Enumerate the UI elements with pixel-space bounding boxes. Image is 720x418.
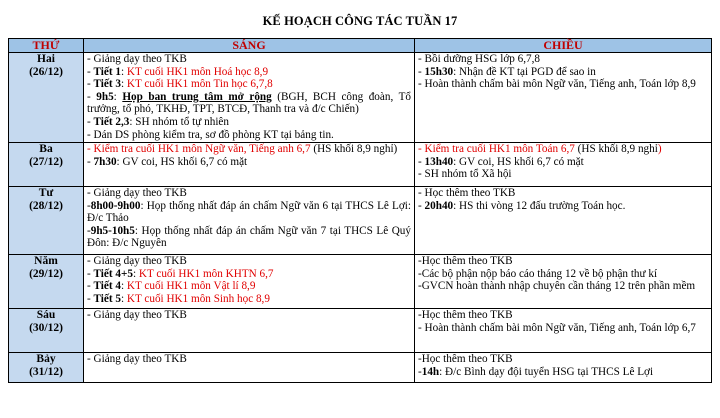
morning-line (87, 200, 411, 225)
day-name: Hai (37, 53, 55, 65)
day-date: (30/12) (29, 322, 63, 334)
text-bold: 9h5-10h5 (90, 224, 135, 237)
schedule-body (9, 53, 712, 383)
text-rest: : Đ/c Bình dạy đội tuyển HSG tại THCS Lê Lợi (439, 365, 654, 378)
text-text: -GVCN hoàn thành nhập chuyên cần tháng 12 trên phần mềm (418, 280, 696, 293)
morning-line (87, 91, 411, 116)
text-text: - Học thêm theo TKB (418, 187, 516, 199)
text-sep: : (120, 292, 127, 305)
text-text: - Bồi dưỡng HSG lớp 6,7,8 (418, 53, 541, 65)
text-rest: : Họp thống nhất đáp án chấm Ngữ văn 7 tại THCS Lê Quý Đôn: Đ/c Nguyên (87, 224, 411, 250)
text-pre: - (418, 155, 425, 168)
text-text: - Giảng dạy theo TKB (87, 187, 187, 199)
day-cell (9, 143, 84, 187)
morning-line (87, 225, 411, 250)
afternoon-line (418, 200, 708, 213)
text-pre: - (418, 65, 425, 78)
afternoon-line (418, 168, 708, 181)
text-bold: Tiết 5 (93, 292, 121, 305)
text-rest: (BGH, BCH công đoàn, Tổ trưởng, tổ phó, TKHĐ, TPT, BTCĐ, Thanh tra và đ/c Chiến) (87, 90, 412, 116)
text-bold: 20h40 (424, 199, 454, 212)
day-date: (26/12) (29, 66, 63, 78)
day-name: Tư (38, 187, 54, 199)
afternoon-line (418, 309, 708, 322)
text-rest: (HS khối 8,9 nghỉ) (310, 143, 398, 155)
text-sep: : (120, 78, 127, 91)
text-text: - Giảng dạy theo TKB (87, 255, 187, 267)
text-bold: 15h30 (424, 65, 454, 78)
text-text: - Hoàn thành chấm bài môn Ngữ văn, Tiếng anh, Toán lớp 8,9 (418, 78, 696, 91)
text-red: KT cuối HK1 môn KHTN 6,7 (138, 267, 274, 280)
text-bold: 13h40 (424, 155, 454, 168)
text-text: - Giảng dạy theo TKB (87, 353, 187, 365)
afternoon-cell (415, 309, 712, 353)
text-bold: Tiết 3 (93, 78, 121, 91)
schedule-row (9, 143, 712, 187)
text-bold: Tiết 4+5 (93, 267, 133, 280)
afternoon-cell (415, 255, 712, 309)
text-text: - Hoàn thành chấm bài môn Ngữ văn, Tiếng anh, Toán lớp 6,7 (418, 321, 696, 334)
schedule-row (9, 187, 712, 255)
day-cell (9, 309, 84, 353)
text-bold: 9h5 (96, 90, 114, 103)
text-pre: - (87, 292, 94, 305)
text-rest: : Nhận đề KT tại PGD để sao in (453, 65, 596, 78)
day-date: (31/12) (29, 366, 63, 378)
day-name: Bảy (36, 353, 56, 365)
header-row (9, 39, 712, 53)
morning-line (87, 116, 411, 129)
day-date: (27/12) (29, 156, 63, 168)
day-cell (9, 353, 84, 383)
morning-line (87, 293, 411, 306)
morning-line (87, 309, 411, 322)
day-name: Ba (39, 143, 53, 155)
schedule-row (9, 309, 712, 353)
text-bold: 14h (421, 365, 440, 378)
morning-line (87, 143, 411, 156)
text-rest: (HS khối 8,9 nghỉ (574, 143, 658, 155)
morning-cell (84, 255, 415, 309)
afternoon-cell (415, 353, 712, 383)
text-sep: : (113, 90, 123, 103)
day-cell (9, 53, 84, 143)
text-text: - Giảng dạy theo TKB (87, 309, 187, 321)
weekly-schedule-table (8, 38, 712, 383)
morning-cell (84, 143, 415, 187)
morning-line (87, 187, 411, 200)
afternoon-line (418, 143, 708, 156)
morning-line (87, 268, 411, 281)
text-pre: - (418, 199, 425, 212)
text-pre: - (87, 199, 91, 212)
day-name: Năm (34, 255, 58, 267)
text-sep: : (120, 280, 127, 293)
afternoon-cell (415, 53, 712, 143)
text-sep: : (120, 65, 127, 78)
text-pre: - (87, 267, 94, 280)
text-rest: : GV coi, HS khối 6,7 có mặt (116, 155, 248, 168)
morning-cell (84, 187, 415, 255)
text-pre: - (87, 155, 94, 168)
afternoon-line (418, 66, 708, 79)
text-red: - Kiểm tra cuối HK1 môn Ngữ văn, Tiếng anh 6,7 (87, 143, 311, 155)
text-red: KT cuối HK1 môn Hoá học 8,9 (126, 65, 269, 78)
text-text: -Học thêm theo TKB (418, 309, 513, 321)
morning-line (87, 53, 411, 66)
text-pre: - (87, 115, 94, 128)
afternoon-cell (415, 143, 712, 187)
morning-line (87, 280, 411, 293)
afternoon-line (418, 322, 708, 335)
morning-line (87, 255, 411, 268)
text-red: KT cuối HK1 môn Tin học 6,7,8 (126, 78, 273, 91)
header-morning: SÁNG (84, 39, 415, 53)
afternoon-line (418, 53, 708, 66)
schedule-row (9, 255, 712, 309)
schedule-row (9, 53, 712, 143)
text-bold: 7h30 (93, 155, 117, 168)
afternoon-line (418, 366, 708, 379)
text-bold-ul: Họp ban trung tâm mở rộng (122, 90, 272, 103)
text-rest: : GV coi, HS khối 6,7 có mặt (453, 155, 584, 168)
header-day: THỨ (9, 39, 84, 53)
text-rest: : Họp thống nhất đáp án chấm Ngữ văn 6 tại THCS Lê Lợi: Đ/c Thảo (87, 199, 411, 225)
afternoon-cell (415, 187, 712, 255)
afternoon-line (418, 268, 708, 281)
morning-line (87, 353, 411, 366)
afternoon-line (418, 280, 708, 293)
morning-line (87, 156, 411, 169)
text-red: - Kiểm tra cuối HK1 môn Toán 6,7 (418, 143, 575, 155)
day-date: (29/12) (29, 268, 63, 280)
text-pre: - (87, 78, 94, 91)
day-date: (28/12) (29, 200, 63, 212)
text-bold: Tiết 1 (93, 65, 121, 78)
text-text: -Học thêm theo TKB (418, 255, 513, 267)
afternoon-line (418, 78, 708, 91)
morning-line (87, 66, 411, 79)
document-title: KẾ HOẠCH CÔNG TÁC TUẦN 17 (262, 14, 458, 28)
text-text: -Các bộ phận nộp báo cáo tháng 12 về bộ phận thư kí (418, 267, 658, 280)
text-text: - Dán DS phòng kiểm tra, sơ đồ phòng KT tại bảng tin. (87, 128, 334, 141)
text-red: KT cuối HK1 môn Sinh học 8,9 (126, 292, 270, 305)
text-rest: : SH nhóm tổ tự nhiên (129, 115, 229, 128)
schedule-row (9, 353, 712, 383)
text-pre: - (87, 90, 97, 103)
header-afternoon: CHIỀU (415, 39, 712, 53)
text-pre: - (87, 224, 91, 237)
text-bold: Tiết 2,3 (93, 115, 130, 128)
text-text: - Giảng dạy theo TKB (87, 53, 187, 65)
text-pre: - (87, 65, 94, 78)
afternoon-line (418, 187, 708, 200)
text-bold: 8h00-9h00 (90, 199, 141, 212)
text-bold: Tiết 4 (93, 280, 121, 293)
afternoon-line (418, 353, 708, 366)
text-sep: : (132, 267, 139, 280)
day-cell (9, 187, 84, 255)
afternoon-line (418, 255, 708, 268)
morning-line (87, 78, 411, 91)
text-text: - SH nhóm tổ Xã hội (418, 168, 512, 181)
text-pre: - (87, 280, 94, 293)
morning-line (87, 129, 411, 142)
afternoon-line (418, 156, 708, 169)
text-red2: ) (657, 143, 662, 155)
morning-cell (84, 353, 415, 383)
text-text: -Học thêm theo TKB (418, 353, 513, 365)
morning-cell (84, 309, 415, 353)
text-pre: - (418, 365, 422, 378)
day-cell (9, 255, 84, 309)
text-rest: : HS thi vòng 12 đấu trường Toán học. (453, 199, 626, 212)
text-red: KT cuối HK1 môn Vật lí 8,9 (126, 280, 256, 293)
morning-cell (84, 53, 415, 143)
day-name: Sáu (36, 309, 56, 321)
